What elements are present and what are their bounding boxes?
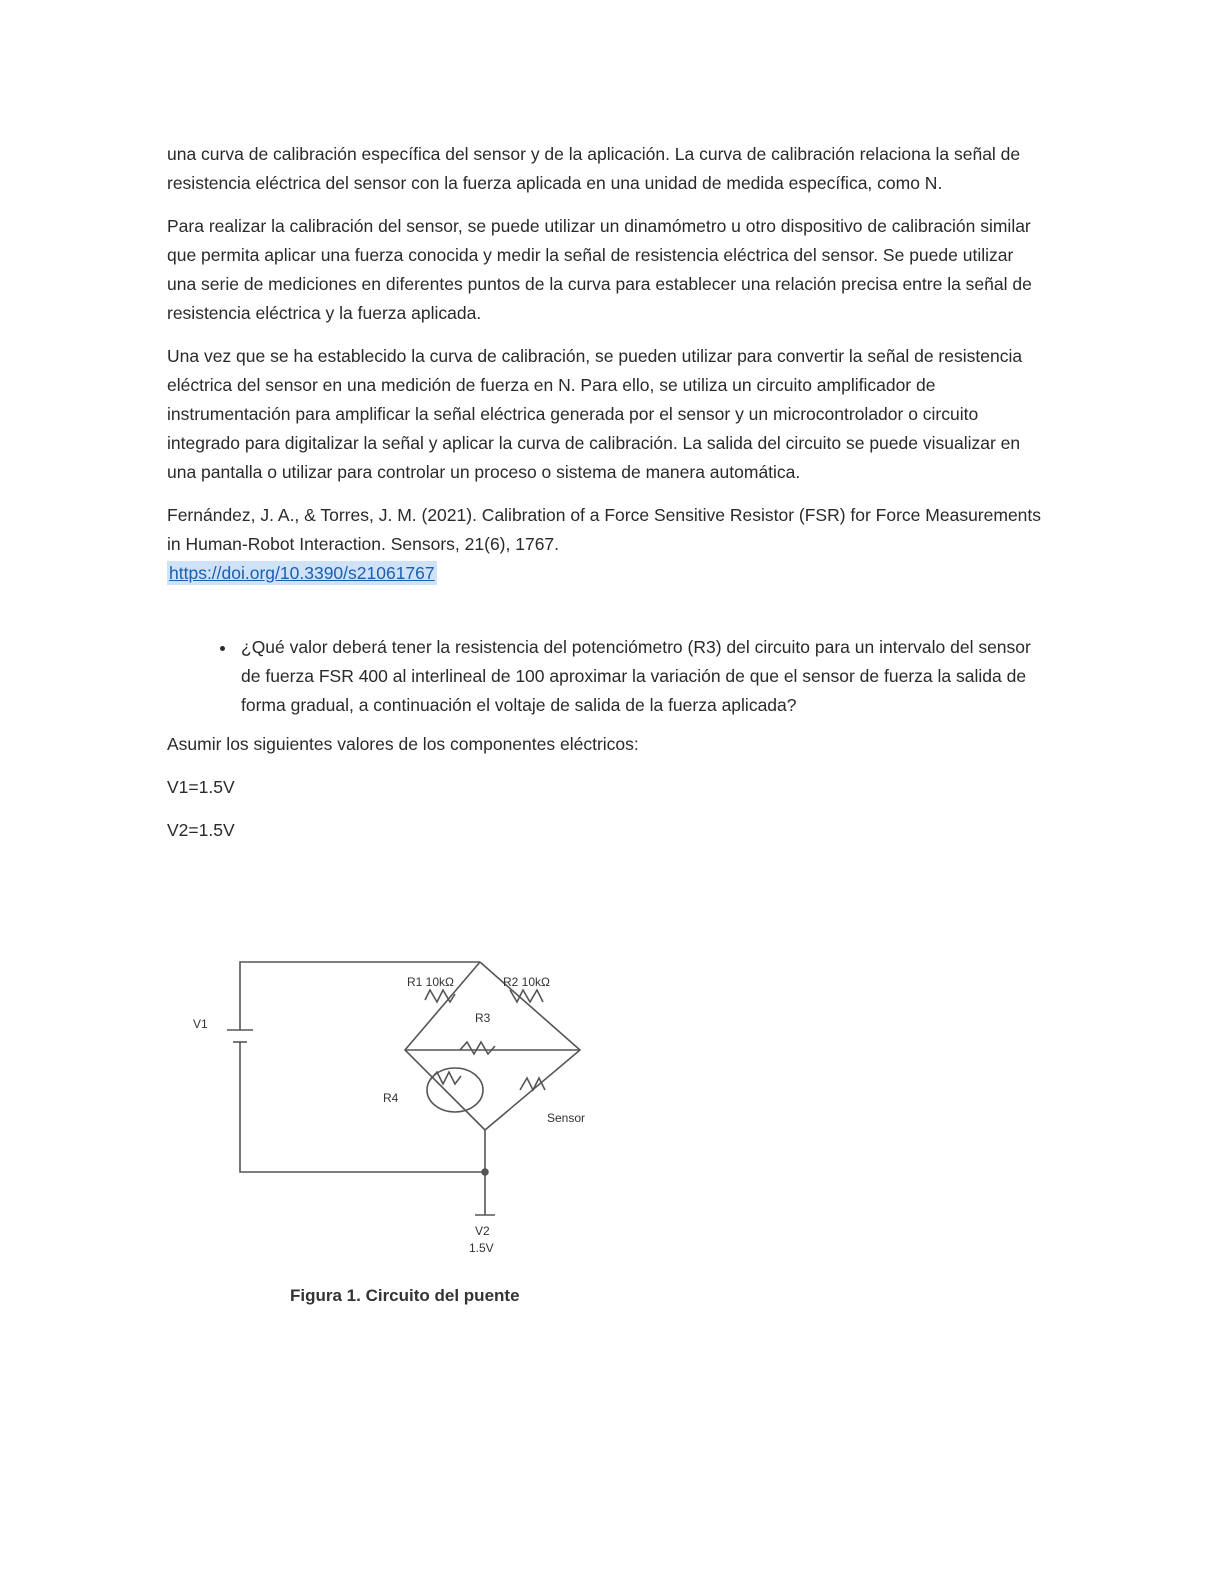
- label-r4: R4: [383, 1091, 399, 1105]
- reference-citation: Fernández, J. A., & Torres, J. M. (2021). Calibration of a Force Sensitive Resistor (FSR) for Force Measurements in Human-Robot Interaction. Sensors, 21(6), 1767.: [167, 505, 1042, 554]
- label-output-a: V2: [475, 1224, 490, 1238]
- sensor-loop: [427, 1068, 483, 1112]
- label-v1: V1: [193, 1017, 208, 1031]
- resistor-r4: [430, 1072, 461, 1084]
- label-r2: R2 10kΩ: [503, 975, 550, 989]
- paragraph-1: una curva de calibración específica del sensor y de la aplicación. La curva de calibración relaciona la señal de resistencia eléctrica del sensor con la fuerza aplicada en una unidad de medida específica, como N.: [167, 144, 1021, 193]
- value-v2: V2=1.5V: [167, 820, 235, 840]
- label-sensor: Sensor: [547, 1111, 586, 1125]
- wire-bottom: [240, 1060, 485, 1172]
- label-output-b: 1.5V: [469, 1241, 494, 1255]
- value-v1: V1=1.5V: [167, 777, 235, 797]
- junction-node: [482, 1169, 488, 1175]
- question-list: [167, 633, 1047, 720]
- question-item: • ¿Qué valor deberá tener la resistencia del potenciómetro (R3) del circuito para un intervalo del sensor de fuerza FSR 400 al interlineal de 100 aproximar la variación de que el sensor de fuerza la salida de forma gradual, a continuación el voltaje de salida de la fuerza aplicada?: [237, 633, 1047, 720]
- values-intro: Asumir los siguientes valores de los componentes eléctricos:: [167, 734, 639, 754]
- document-body: [167, 140, 1047, 859]
- paragraph-2: Para realizar la calibración del sensor, se puede utilizar un dinamómetro u otro dispositivo de calibración similar que permita aplicar una fuerza conocida y medir la señal de resistencia eléctrica del sensor. Se puede utilizar una serie de mediciones en diferentes puntos de la curva para establecer una relación precisa entre la señal de resistencia eléctrica y la fuerza aplicada.: [167, 216, 1032, 323]
- resistor-r3: [460, 1042, 495, 1054]
- figure-caption: Figura 1. Circuito del puente: [290, 1286, 520, 1305]
- label-r1: R1 10kΩ: [407, 975, 454, 989]
- reference-link[interactable]: https://doi.org/10.3390/s21061767: [169, 563, 435, 583]
- sensor-element: [520, 1078, 545, 1090]
- bridge-circuit-diagram: [185, 950, 615, 1270]
- paragraph-3: Una vez que se ha establecido la curva de calibración, se pueden utilizar para convertir la señal de resistencia eléctrica del sensor en una medición de fuerza en N. Para ello, se utiliza un circuito amplificador de instrumentación para amplificar la señal eléctrica generada por el sensor y un microcontrolador o circuito integrado para digitalizar la señal y aplicar la curva de calibración. La salida del circuito se puede visualizar en una pantalla o utilizar para controlar un proceso o sistema de manera automática.: [167, 346, 1023, 482]
- label-r3: R3: [475, 1011, 491, 1025]
